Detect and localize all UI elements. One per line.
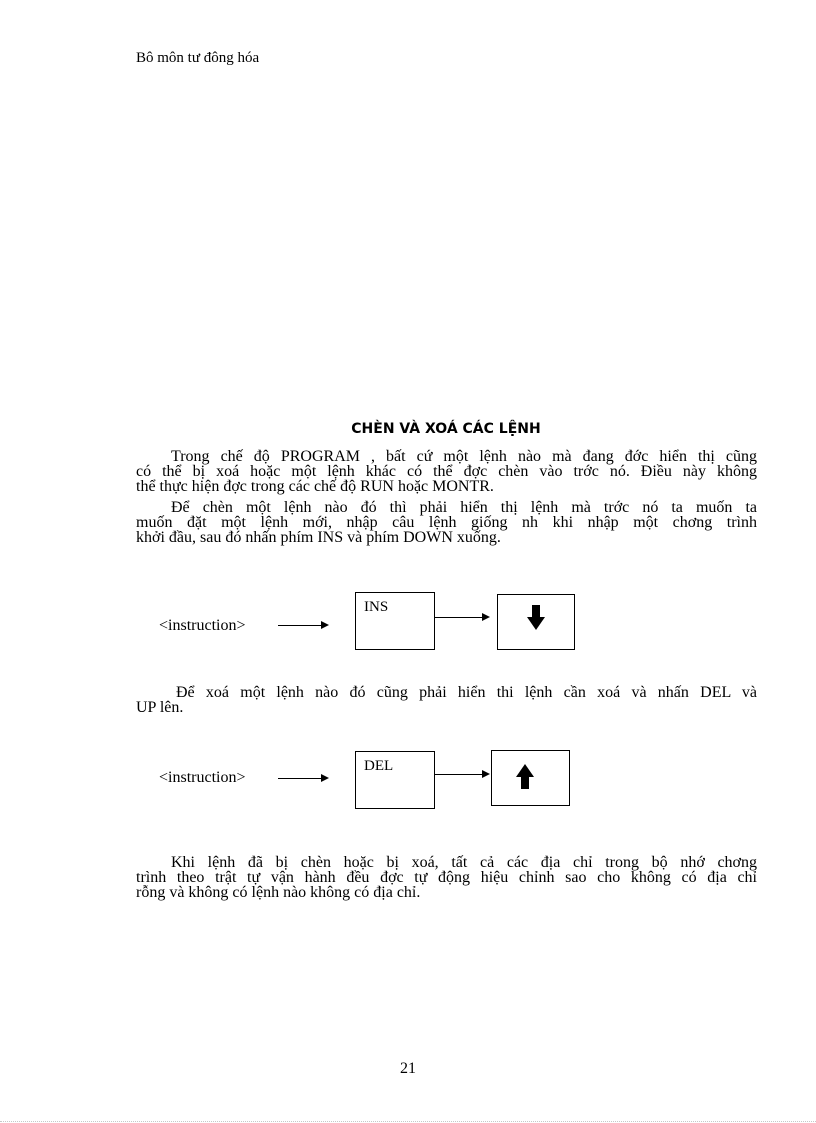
paragraph-4 <box>136 855 757 900</box>
del-key-label: DEL <box>364 758 394 774</box>
arrow-line <box>278 625 322 626</box>
arrow-line <box>435 617 483 618</box>
arrow-line <box>278 778 322 779</box>
paragraph-line: Để xoá một lệnh nào đó cũng phải hiển thi lệnh cần xoá và nhấn DEL và <box>176 684 757 701</box>
page-header: Bô môn tư đông hóa <box>136 50 260 66</box>
ins-key-label: INS <box>364 599 389 615</box>
arrow-right-icon <box>482 613 490 621</box>
arrow-right-icon <box>321 621 329 629</box>
page-number: 21 <box>400 1060 416 1077</box>
section-title: CHÈN VÀ XOÁ CÁC LỆNH <box>351 421 541 437</box>
paragraph-line: có thể bị xoá hoặc một lệnh khác có thể đợc chèn vào trớc nó. Điều này không <box>136 463 757 480</box>
paragraph-line: Để chèn một lệnh nào đó thì phải hiển thị lệnh mà trớc nó ta muốn ta <box>171 499 757 516</box>
page-bottom-border <box>0 1121 816 1122</box>
paragraph-1 <box>136 449 757 494</box>
up-key-box <box>491 750 570 806</box>
down-key-box <box>497 594 575 650</box>
paragraph-line: UP lên. <box>136 699 184 716</box>
up-arrow-icon <box>516 764 534 790</box>
paragraph-line: trình theo trật tự vận hành đều đợc tự động hiệu chỉnh sao cho không có địa chỉ <box>136 869 757 886</box>
paragraph-line: khởi đầu, sau đó nhấn phím INS và phím DOWN xuống. <box>136 529 501 546</box>
ins-key-box <box>355 592 435 650</box>
arrow-line <box>435 774 483 775</box>
paragraph-2 <box>136 500 757 545</box>
arrow-right-icon <box>321 774 329 782</box>
del-key-box <box>355 751 435 809</box>
arrow-right-icon <box>482 770 490 778</box>
paragraph-line: muốn đặt một lệnh mới, nhập câu lệnh giống nh khi nhập một chơng trình <box>136 514 757 531</box>
paragraph-line: Khi lệnh đã bị chèn hoặc bị xoá, tất cả các địa chỉ trong bộ nhớ chơng <box>171 854 757 871</box>
down-arrow-icon <box>527 605 545 631</box>
instruction-label: <instruction> <box>159 769 246 786</box>
paragraph-line: rỗng và không có lệnh nào không có địa chỉ. <box>136 884 421 901</box>
paragraph-line: Trong chế độ PROGRAM , bất cứ một lệnh nào mà đang đớc hiển thị cũng <box>171 448 757 465</box>
paragraph-3 <box>136 685 757 715</box>
paragraph-line: thể thực hiện đợc trong các chế độ RUN hoặc MONTR. <box>136 478 494 495</box>
instruction-label: <instruction> <box>159 617 246 634</box>
